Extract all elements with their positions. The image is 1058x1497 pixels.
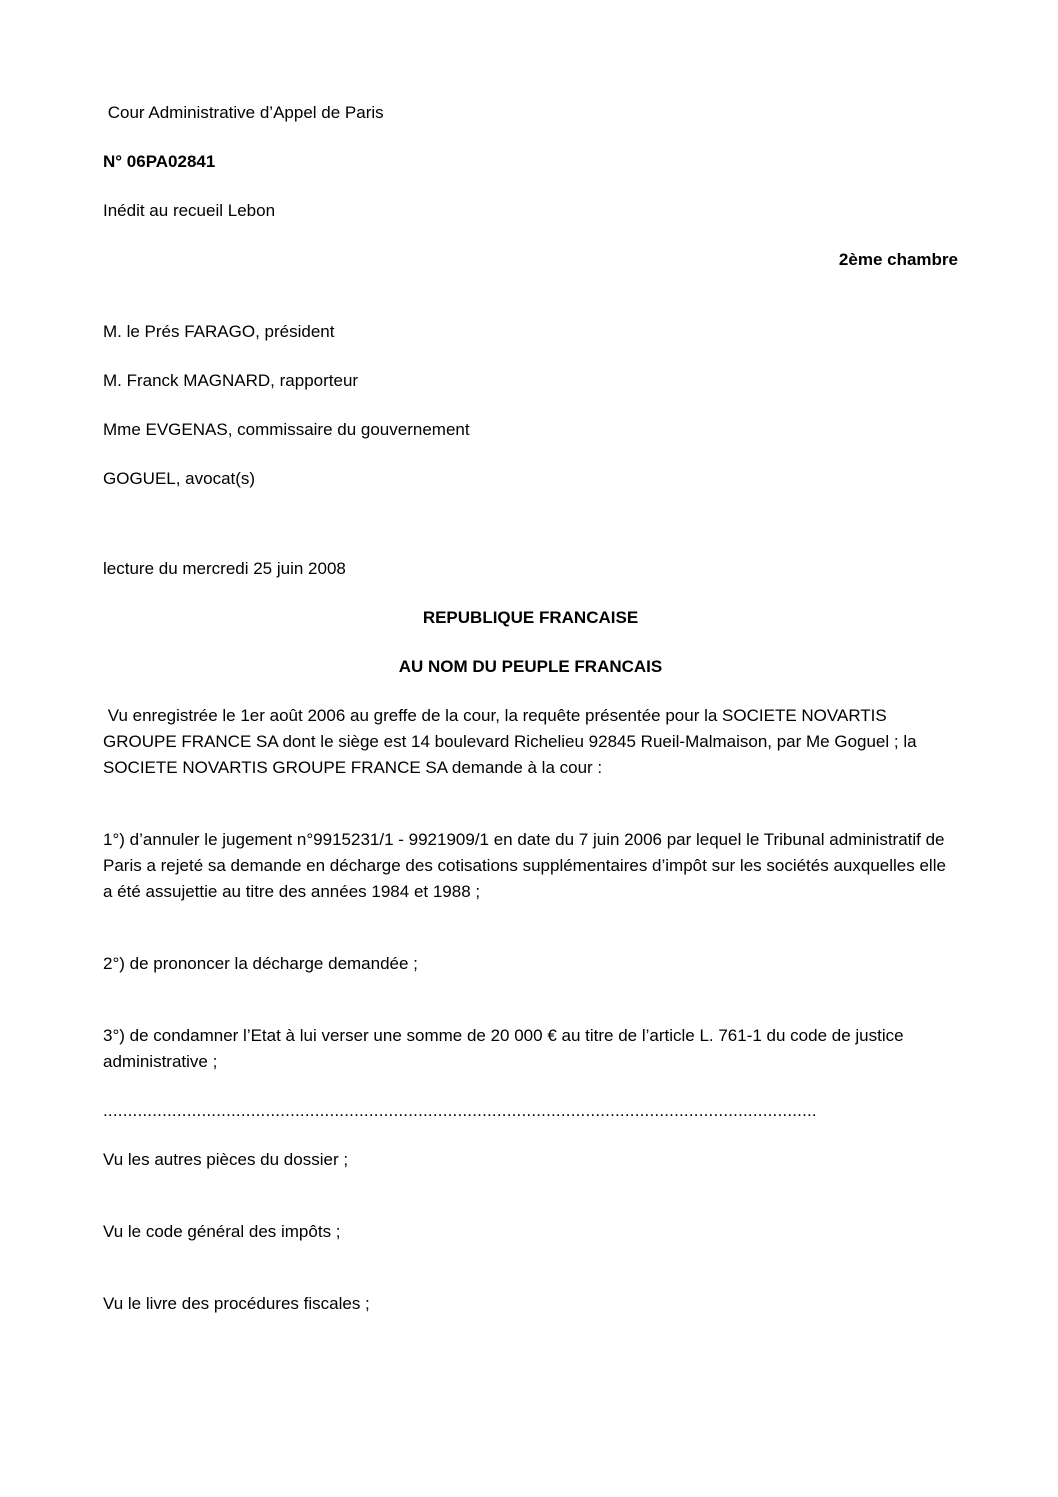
title-republique: REPUBLIQUE FRANCAISE — [422, 608, 639, 627]
paragraph-request-intro: Vu enregistrée le 1er août 2006 au greffe de la cour, la requête présentée pour la SOCIETE NOVARTIS GROUPE FRANCE SA dont le siège est 14 boulevard Richelieu 92845 Rueil-Malmaison, par Me Goguel ; la SOCIETE NOVARTIS GROUPE FRANCE SA demande à la cour : — [103, 706, 922, 777]
publication-status: Inédit au recueil Lebon — [103, 201, 276, 220]
party-rapporteur: M. Franck MAGNARD, rapporteur — [103, 371, 359, 390]
paragraph-claim-1: 1°) d’annuler le jugement n°9915231/1 - 9921909/1 en date du 7 juin 2006 par lequel le Tribunal administratif de Paris a rejeté sa demande en décharge des cotisations supplémentaires d’impôt sur les sociétés auxquelles elle a été assujettie au titre des années 1984 et 1988 ; — [103, 830, 951, 901]
paragraph-visa-pieces: Vu les autres pièces du dossier ; — [103, 1150, 349, 1169]
party-avocat: GOGUEL, avocat(s) — [103, 469, 256, 488]
paragraph-visa-cgi: Vu le code général des impôts ; — [103, 1222, 341, 1241]
paragraph-visa-lpf: Vu le livre des procédures fiscales ; — [103, 1294, 370, 1313]
party-president: M. le Prés FARAGO, président — [103, 322, 335, 341]
chamber-label: 2ème chambre — [838, 250, 958, 269]
title-peuple: AU NOM DU PEUPLE FRANCAIS — [398, 657, 663, 676]
paragraph-claim-3: 3°) de condamner l’Etat à lui verser une somme de 20 000 € au titre de l’article L. 761-1 du code de justice administrative ; — [103, 1026, 909, 1071]
reading-date: lecture du mercredi 25 juin 2008 — [103, 559, 346, 578]
case-number: N° 06PA02841 — [103, 152, 216, 171]
court-name: Cour Administrative d’Appel de Paris — [103, 103, 384, 122]
paragraph-claim-2: 2°) de prononcer la décharge demandée ; — [103, 954, 418, 973]
ellipsis-separator: ................................................................................................................................................. — [103, 1101, 817, 1120]
party-commissaire: Mme EVGENAS, commissaire du gouvernement — [103, 420, 470, 439]
